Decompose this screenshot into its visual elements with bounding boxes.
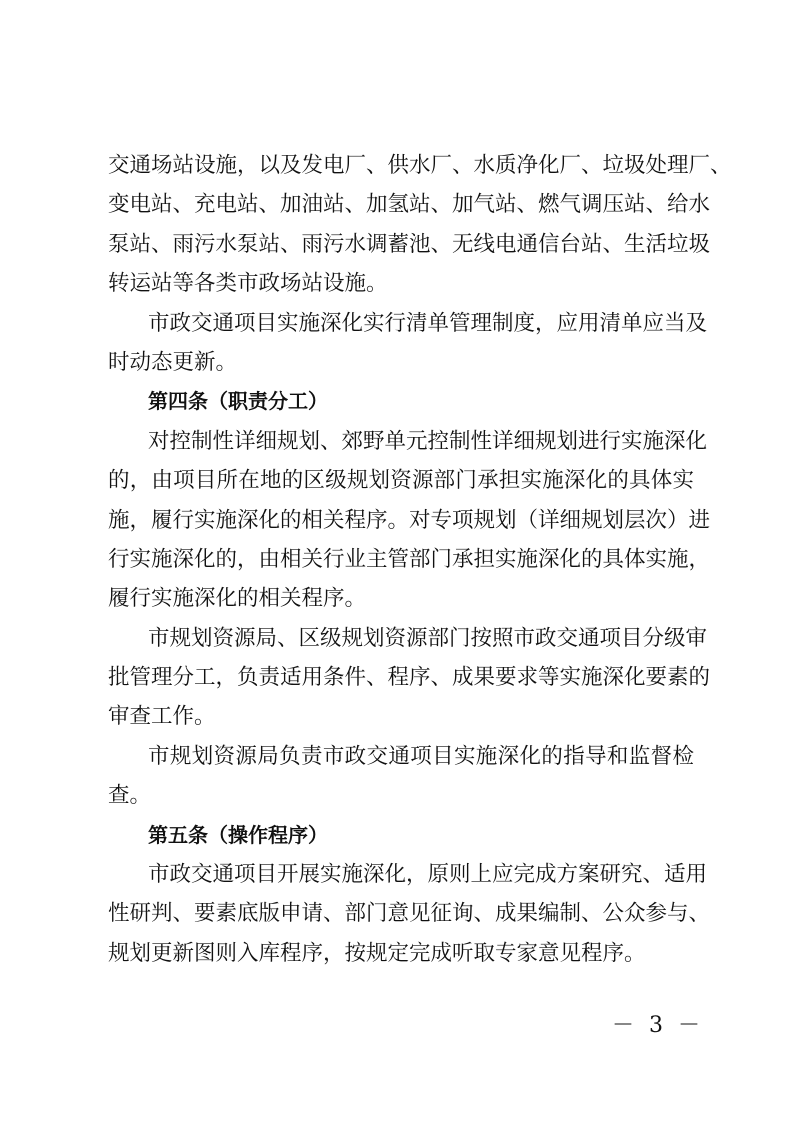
paragraph (108, 304, 708, 383)
article-heading: 第五条（操作程序） (148, 822, 328, 847)
text-line: 时动态更新。 (108, 349, 238, 375)
paragraph (108, 422, 711, 619)
text-line: 批管理分工，负责适用条件、程序、成果要求等实施深化要素的 (108, 665, 711, 691)
text-line: 变电站、充电站、加油站、加氢站、加气站、燃气调压站、给水 (108, 192, 711, 218)
text-line: 市规划资源局、区级规划资源部门按照市政交通项目分级审 (148, 625, 708, 651)
paragraph (108, 855, 711, 973)
text-line: 规划更新图则入库程序，按规定完成听取专家意见程序。 (108, 940, 646, 966)
text-line: 查。 (108, 783, 152, 809)
text-line: 履行实施深化的相关程序。 (108, 586, 367, 612)
text-line: 市政交通项目实施深化实行清单管理制度，应用清单应当及 (148, 310, 708, 336)
text-line: 施，履行实施深化的相关程序。对专项规划（详细规划层次）进 (108, 507, 711, 533)
text-line: 转运站等各类市政场站设施。 (108, 271, 388, 297)
document-page (108, 146, 732, 973)
text-line: 泵站、雨污水泵站、雨污水调蓄池、无线电通信台站、生活垃圾 (108, 231, 711, 257)
text-line: 审查工作。 (108, 704, 216, 730)
text-line: 的，由项目所在地的区级规划资源部门承担实施深化的具体实 (108, 468, 694, 494)
text-line: 市规划资源局负责市政交通项目实施深化的指导和监督检 (148, 743, 694, 769)
page-number: － 3 － (612, 1013, 704, 1038)
text-line: 市政交通项目开展实施深化，原则上应完成方案研究、适用 (148, 862, 708, 888)
text-line: 交通场站设施，以及发电厂、供水厂、水质净化厂、垃圾处理厂、 (108, 153, 732, 178)
text-line: 对控制性详细规划、郊野单元控制性详细规划进行实施深化 (148, 428, 708, 454)
text-line: 行实施深化的，由相关行业主管部门承担实施深化的具体实施， (108, 546, 711, 572)
paragraph (108, 619, 711, 737)
article-heading: 第四条（职责分工） (148, 389, 328, 414)
paragraph (108, 146, 732, 304)
text-line: 性研判、要素底版申请、部门意见征询、成果编制、公众参与、 (108, 901, 711, 927)
paragraph (108, 737, 694, 816)
